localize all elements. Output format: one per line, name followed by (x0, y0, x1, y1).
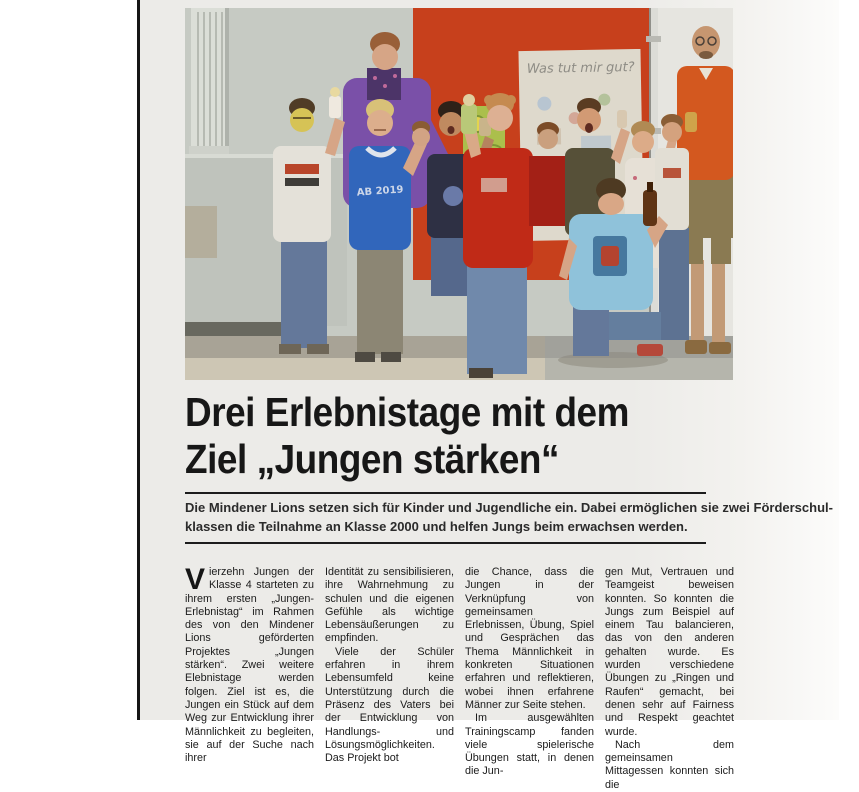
headline (185, 389, 689, 483)
radiator (189, 8, 229, 156)
craft-figure-green (461, 104, 477, 134)
paragraph: Im ausgewählten Trainingscamp fanden viele spielerische Übungen statt, in denen die Jun- (465, 712, 594, 778)
teacher-face (372, 44, 398, 70)
standfirst-line-1: Die Mindener Lions setzen sich für Kinder und Jugendliche ein. Dabei ermöglichen sie zwei Förderschul- (185, 500, 833, 515)
magazine-page (137, 0, 839, 791)
yellow-painted-face (290, 108, 314, 132)
headline-line-1: Drei Erlebnistage mit dem (185, 389, 629, 435)
article-column-4 (605, 566, 734, 792)
paragraph: gen Mut, Vertrauen und Teamgeist beweisen konnten. So konnten die Jungs zum Beispiel auf einem Tau balancieren, das von den anderen gehalten wurde. Es wurden verschiedene Übungen zu „Ringen und Raufen“ gemacht, bei denen sehr auf Fairness und Respekt geachtet wurde. (605, 566, 734, 738)
classroom-scene (185, 8, 733, 380)
article-body (185, 563, 734, 792)
article-photo (185, 8, 733, 380)
headline-line-2: Ziel „Jungen stärken“ (185, 436, 560, 482)
paragraph: Nach dem gemeinsamen Mittagessen konnten sich die (605, 738, 734, 791)
paragraph: Viele der Schüler erfahren in ihrem Lebensumfeld keine Unterstützung durch die Präsenz des Vaters bei der Entwicklung von Handlungs- und Lösungsmöglichkeiten. Das Projekt bot (325, 645, 454, 765)
cabinet (185, 206, 217, 258)
bottle (643, 190, 657, 226)
paragraph: die Chance, dass die Jungen in der Verknüpfung von gemeinsamen Erlebnissen, Übung, Spiel und Gesprächen das Thema Männlichkeit in konkreten Situationen erfahren und reflektieren, wobei ihnen erfahrene Männer zur Seite stehen. (465, 566, 594, 711)
article-column-3 (465, 566, 594, 792)
man-goatee (699, 51, 713, 59)
drop-cap: V (185, 563, 206, 596)
held-figure-gold (685, 112, 697, 132)
standfirst-line-2: klassen die Teilnahme an Klasse 2000 und helfen Jungs beim erwachsen werden. (185, 518, 688, 534)
child-head-behind (412, 121, 430, 146)
paragraph: Identität zu sensibilisieren, ihre Wahrnehmung zu schulen und die eigenen Gefühle als wichtige Lebensäußerungen zu empfinden. (325, 566, 454, 645)
paragraph-text: ierzehn Jungen der Klasse 4 starteten zu ihrem ersten „Jungen-Erlebnistag“ im Rahmen des von den Mindener Lions geförderten Projektes „Jungen stärken“. Zwei weitere Elebnistage werden folgen. Ziel ist es, die Jungen ein Stück auf dem Weg zur Entwicklung ihrer Männlichkeit zu begleiten, sie auf der Suche nach ihrer (185, 566, 314, 765)
craft-figure (329, 96, 341, 118)
article-column-2 (325, 566, 454, 792)
paragraph (185, 563, 314, 765)
shirt-print-text: AB 2019 (356, 184, 404, 199)
standfirst (185, 492, 833, 544)
article-column-1 (185, 563, 314, 792)
poster-title-text: Was tut mir gut? (526, 60, 635, 77)
